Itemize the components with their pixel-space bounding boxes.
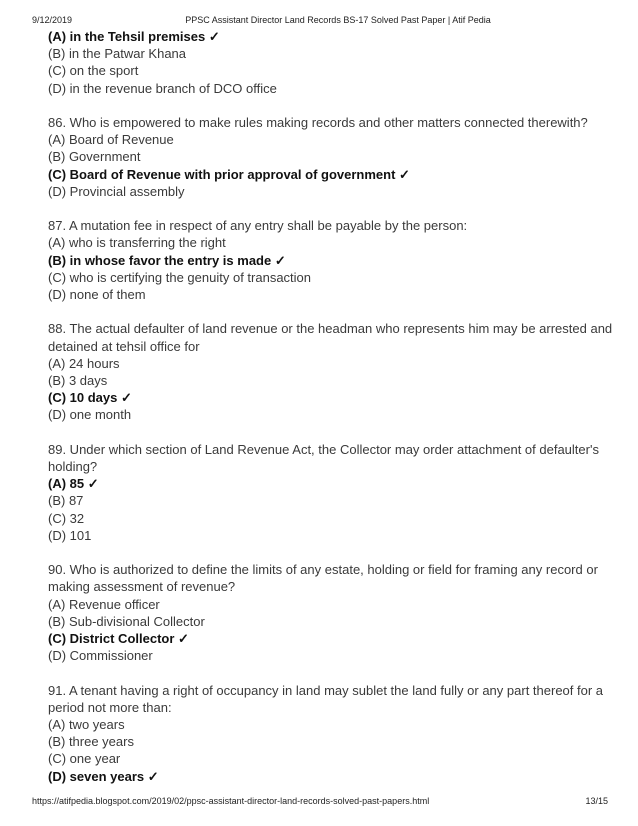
question-89 xyxy=(48,441,598,544)
option-d: (D) in the revenue branch of DCO office xyxy=(48,80,277,96)
print-page-title: PPSC Assistant Director Land Records BS-17 Solved Past Paper | Atif Pedia xyxy=(185,15,491,25)
option-c-correct: (C) Board of Revenue with prior approval of government ✓ xyxy=(48,166,410,182)
option-b-correct: (B) in whose favor the entry is made ✓ xyxy=(48,252,286,268)
option-a: (A) two years xyxy=(48,717,125,733)
option-a-correct: (A) in the Tehsil premises ✓ xyxy=(48,29,220,44)
option-a: (A) who is transferring the right xyxy=(48,235,226,251)
option-c-correct: (C) 10 days ✓ xyxy=(48,390,132,406)
option-d: (D) none of them xyxy=(48,287,146,303)
question-87 xyxy=(48,217,598,303)
option-b: (B) three years xyxy=(48,734,134,750)
option-b: (B) 3 days xyxy=(48,373,108,389)
option-b: (B) 87 xyxy=(48,493,84,509)
print-page-number: 13/15 xyxy=(585,796,608,806)
question-text: 86. Who is empowered to make rules making records and other matters connected therewith? xyxy=(48,115,588,130)
question-text: 87. A mutation fee in respect of any entry shall be payable by the person: xyxy=(48,218,468,234)
question-text-line-1: 90. Who is authorized to define the limits of any estate, holding or field for framing any record or xyxy=(48,562,598,578)
option-c: (C) one year xyxy=(48,751,121,767)
question-text-line-2: holding? xyxy=(48,459,98,475)
option-c: (C) who is certifying the genuity of transaction xyxy=(48,269,312,285)
option-a: (A) 24 hours xyxy=(48,355,120,371)
option-d: (D) one month xyxy=(48,407,132,423)
question-86 xyxy=(48,114,598,200)
question-85-tail xyxy=(48,28,598,97)
question-88 xyxy=(48,320,613,423)
option-b: (B) Sub-divisional Collector xyxy=(48,613,205,629)
question-text-line-1: 88. The actual defaulter of land revenue or the headman who represents him may be arrested and xyxy=(48,321,613,337)
question-text-line-2: detained at tehsil office for xyxy=(48,338,200,354)
question-text-line-1: 91. A tenant having a right of occupancy in land may sublet the land fully or any part thereof for a xyxy=(48,682,604,698)
option-d: (D) Provincial assembly xyxy=(48,183,185,199)
option-c: (C) 32 xyxy=(48,510,85,526)
option-d-correct: (D) seven years ✓ xyxy=(48,768,159,784)
question-90 xyxy=(48,561,598,664)
option-a: (A) Board of Revenue xyxy=(48,132,174,148)
option-c-correct: (C) District Collector ✓ xyxy=(48,631,189,647)
option-a-correct: (A) 85 ✓ xyxy=(48,476,99,492)
option-d: (D) Commissioner xyxy=(48,648,153,664)
option-d: (D) 101 xyxy=(48,527,92,543)
question-text-line-2: making assessment of revenue? xyxy=(48,579,236,595)
question-text-line-2: period not more than: xyxy=(48,699,172,715)
option-b: (B) in the Patwar Khana xyxy=(48,46,187,62)
print-date: 9/12/2019 xyxy=(32,15,73,25)
option-c: (C) on the sport xyxy=(48,63,139,79)
option-b: (B) Government xyxy=(48,149,141,165)
option-a: (A) Revenue officer xyxy=(48,596,160,612)
quiz-content xyxy=(48,28,613,785)
question-text-line-1: 89. Under which section of Land Revenue Act, the Collector may order attachment of defaulter's xyxy=(48,441,599,457)
question-91 xyxy=(48,682,604,785)
print-url: https://atifpedia.blogspot.com/2019/02/ppsc-assistant-director-land-records-solved-past-papers.html xyxy=(32,796,430,806)
